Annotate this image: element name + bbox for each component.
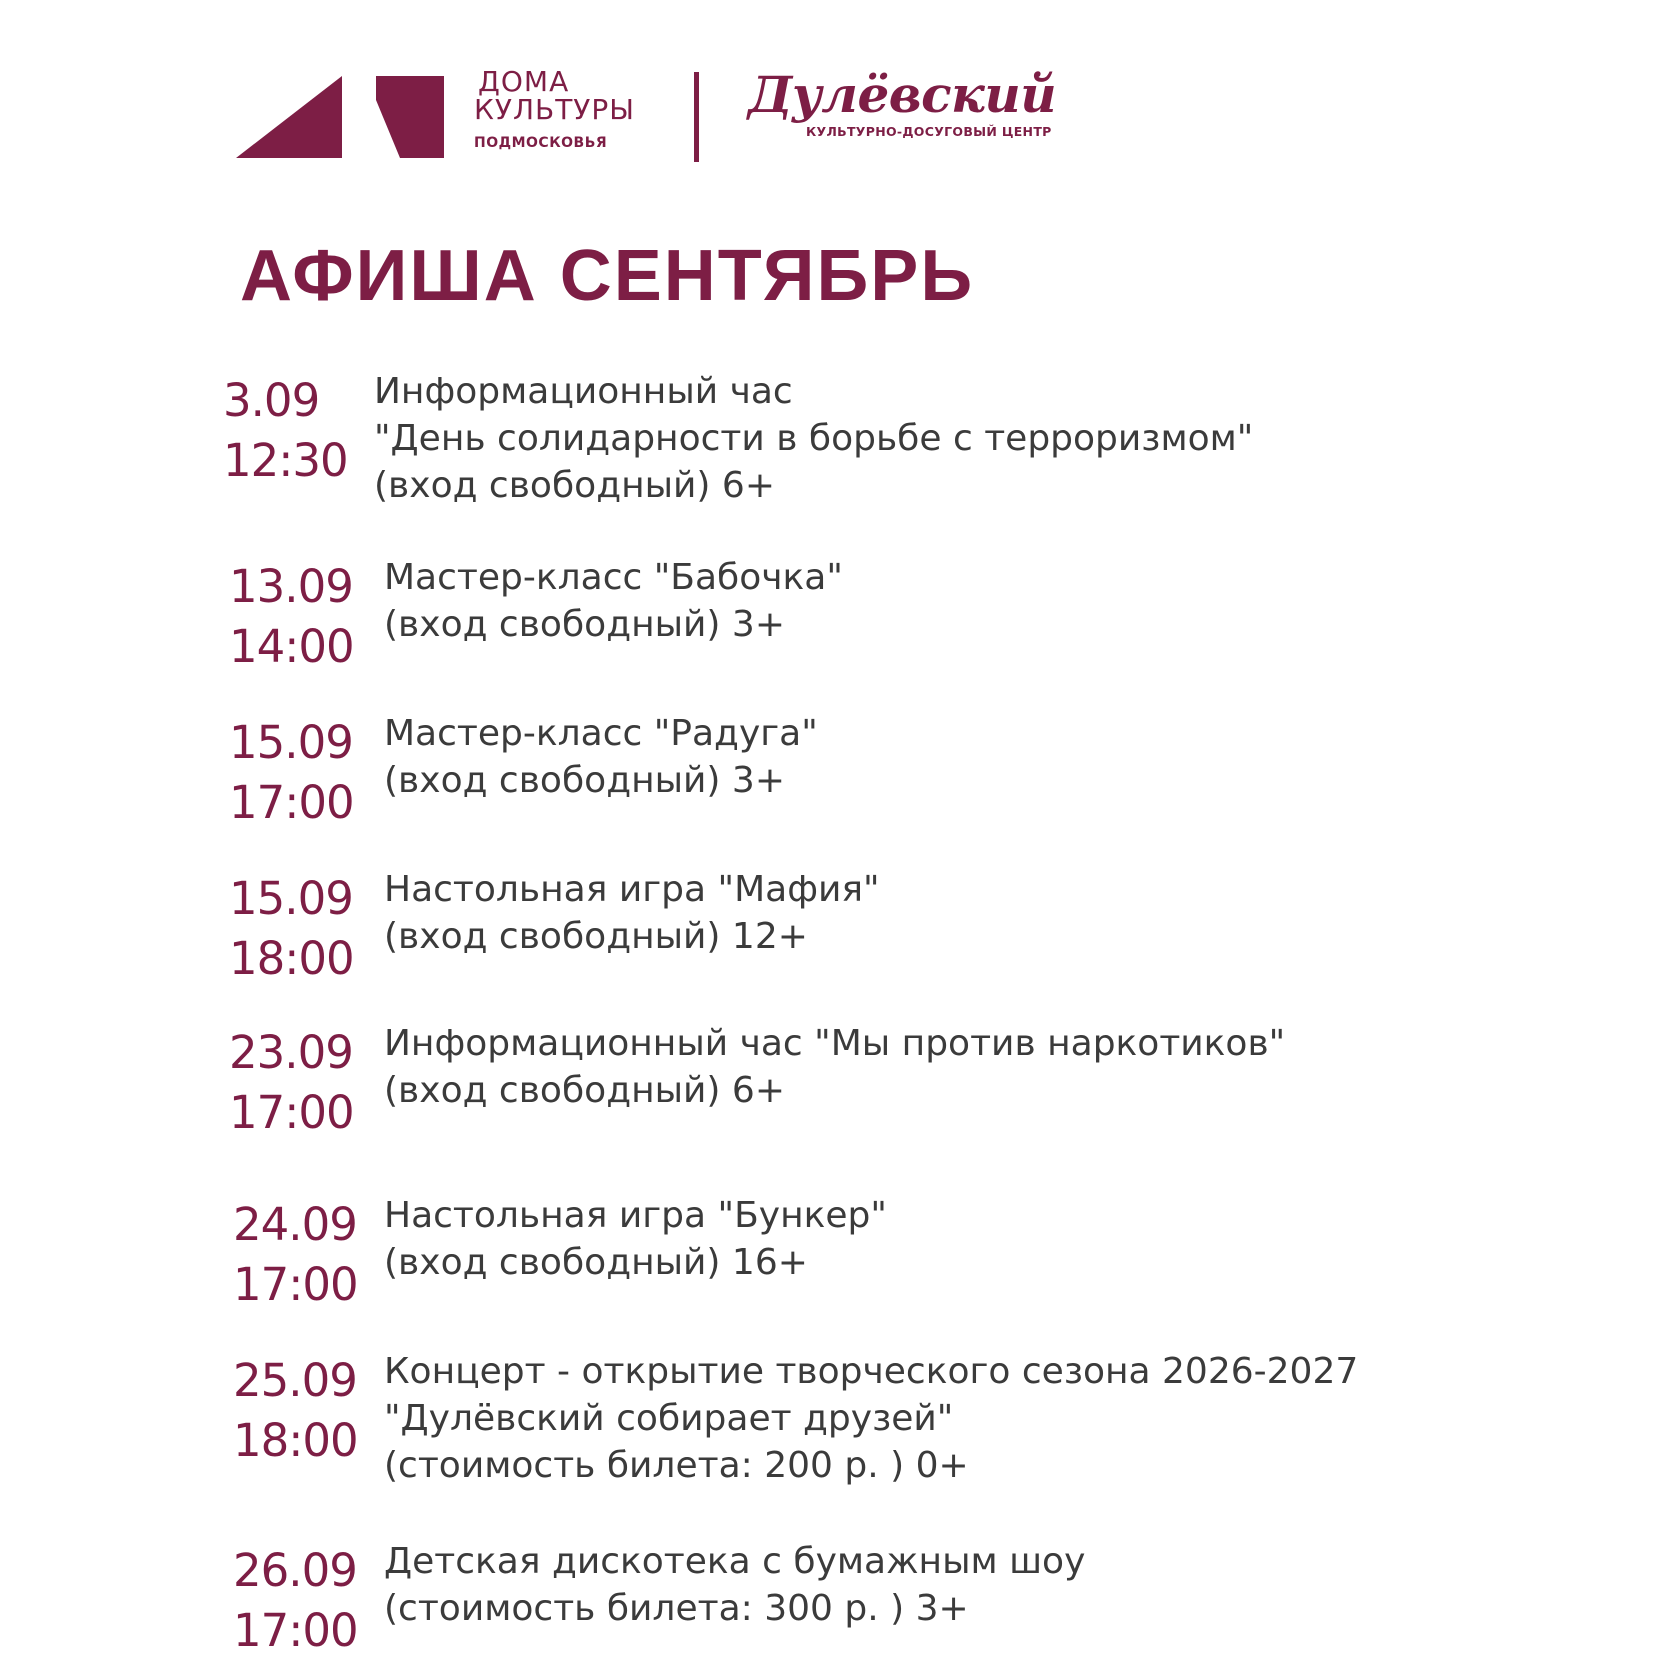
event-line: Мастер-класс "Радуга" bbox=[384, 713, 818, 754]
event-date: 13.09 bbox=[229, 560, 353, 613]
dk-logo-line3: ПОДМОСКОВЬЯ bbox=[474, 135, 608, 151]
event-date: 26.09 bbox=[233, 1544, 357, 1597]
event-line: Концерт - открытие творческого сезона 2026-2027 bbox=[384, 1351, 1359, 1392]
event-line: Настольная игра "Мафия" bbox=[384, 869, 880, 910]
event-time: 18:00 bbox=[233, 1414, 358, 1467]
event-date: 24.09 bbox=[233, 1198, 357, 1251]
event-line: Мастер-класс "Бабочка" bbox=[384, 557, 843, 598]
dk-logo-line1: ДОМА bbox=[478, 65, 570, 98]
event-line: Информационный час "Мы против наркотиков" bbox=[384, 1023, 1286, 1064]
event-description bbox=[384, 554, 843, 648]
event-line: (вход свободный) 16+ bbox=[384, 1242, 808, 1283]
event-description bbox=[384, 1538, 1085, 1632]
event-time: 17:00 bbox=[233, 1258, 358, 1311]
event-description bbox=[384, 1348, 1358, 1489]
event-time: 17:00 bbox=[233, 1604, 358, 1657]
center-subtitle: КУЛЬТУРНО-ДОСУГОВЫЙ ЦЕНТР bbox=[806, 124, 1052, 139]
event-date: 3.09 bbox=[223, 374, 320, 427]
event-time: 18:00 bbox=[229, 932, 354, 985]
event-line: (вход свободный) 12+ bbox=[384, 916, 808, 957]
event-date: 15.09 bbox=[229, 716, 353, 769]
event-description bbox=[384, 866, 880, 960]
event-line: "Дулёвский собирает друзей" bbox=[384, 1398, 954, 1439]
event-line: Настольная игра "Бункер" bbox=[384, 1195, 887, 1236]
event-description bbox=[374, 368, 1253, 509]
event-time: 17:00 bbox=[229, 776, 354, 829]
page-title: АФИША СЕНТЯБРЬ bbox=[240, 236, 975, 316]
event-line: (вход свободный) 6+ bbox=[374, 465, 775, 506]
event-line: (вход свободный) 3+ bbox=[384, 604, 785, 645]
event-time: 14:00 bbox=[229, 620, 354, 673]
event-line: (вход свободный) 6+ bbox=[384, 1070, 785, 1111]
event-line: (вход свободный) 3+ bbox=[384, 760, 785, 801]
event-line: (стоимость билета: 200 р. ) 0+ bbox=[384, 1445, 969, 1486]
event-description bbox=[384, 710, 818, 804]
event-time: 12:30 bbox=[223, 434, 348, 487]
event-line: Детская дискотека с бумажным шоу bbox=[384, 1541, 1086, 1582]
event-date: 15.09 bbox=[229, 872, 353, 925]
event-date: 23.09 bbox=[229, 1026, 353, 1079]
event-line: Информационный час bbox=[374, 371, 793, 412]
event-line: "День солидарности в борьбе с терроризмом" bbox=[374, 418, 1254, 459]
event-description bbox=[384, 1020, 1285, 1114]
event-description bbox=[384, 1192, 887, 1286]
dk-logo-line2: КУЛЬТУРЫ bbox=[474, 93, 635, 126]
event-date: 25.09 bbox=[233, 1354, 357, 1407]
event-line: (стоимость билета: 300 р. ) 3+ bbox=[384, 1588, 969, 1629]
center-name: Дулёвский bbox=[748, 65, 1057, 124]
event-time: 17:00 bbox=[229, 1086, 354, 1139]
